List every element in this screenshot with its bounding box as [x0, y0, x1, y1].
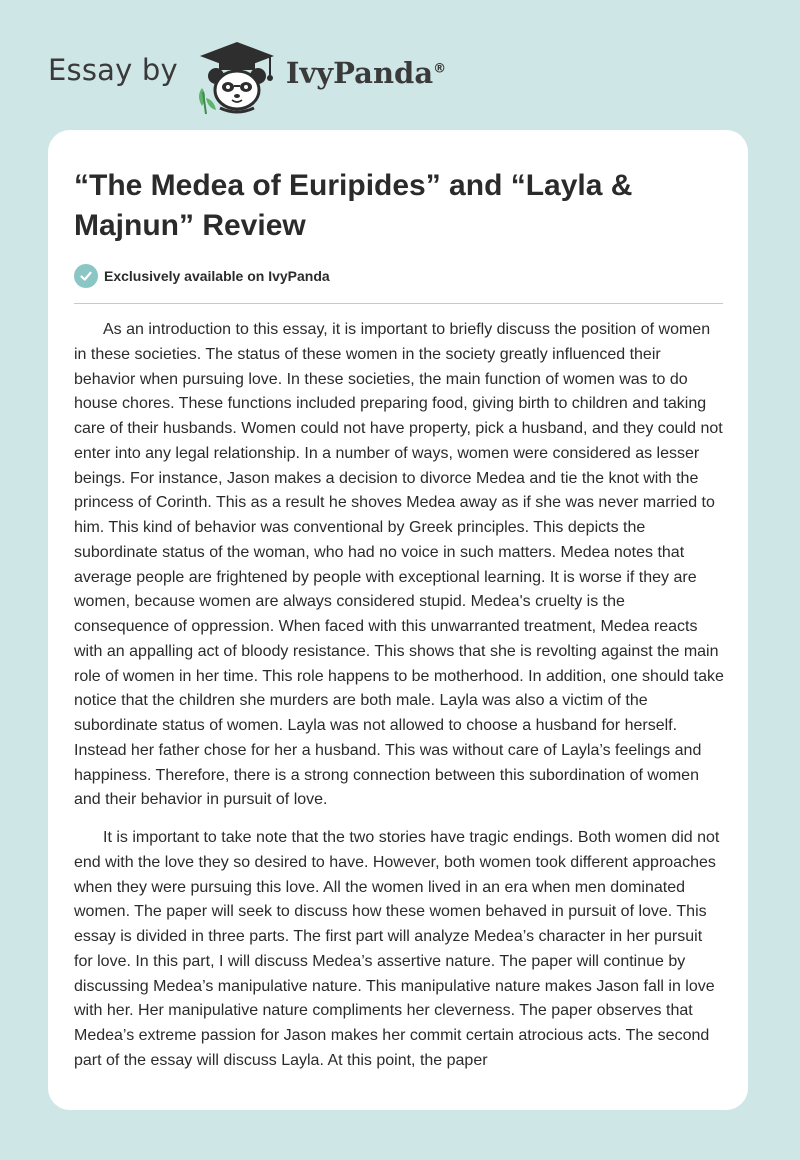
paragraph: It is important to take note that the two stories have tragic endings. Both women did not end with the love they so desired to have. However, both women took different approaches when they were pursuing this love. All the women lived in an era when men dominated women. The paper will seek to discuss how these women behaved in pursuit of love. This essay is divided in three parts. The first part will analyze Medea’s character in her pursuit for love. In this part, I will discuss Medea’s assertive nature. The paper will continue by discussing Medea’s manipulative nature. This manipulative nature makes Jason fall in love with her. Her manipulative nature compliments her cleverness. The paper observes that Medea’s extreme passion for Jason makes her commit certain atrocious acts. The second part of the essay will discuss Layla. At this point, the paper — [74, 829, 720, 1069]
essay-card — [48, 130, 748, 1110]
divider — [74, 303, 723, 304]
brand-header — [48, 36, 446, 116]
registered-mark: ® — [433, 61, 447, 77]
paragraph: As an introduction to this essay, it is important to briefly discuss the position of women in these societies. The status of these women in the society greatly influenced their behavior when pursuing love. In these societies, the main function of women was to do house chores. These functions included preparing food, giving birth to children and taking care of their husbands. Women could not have property, pick a husband, and they could not enter into any legal relationship. In a number of ways, women were considered as lesser beings. For instance, Jason makes a decision to divorce Medea and tie the knot with the princess of Corinth. This as a result he shoves Medea away as if she was never married to him. This kind of behavior was conventional by Greek principles. This depicts the subordinate status of the woman, who had no voice in such matters. Medea notes that average people are frightened by people with exceptional learning. It is worse if they are women, because women are always considered stupid. Medea's cruelty is the consequence of oppression. When faced with this unwarranted treatment, Medea reacts with an appalling act of bloody resistance. This shows that she is revolting against the main role of women in her time. This role happens to be motherhood. In addition, one should take notice that the children she murders are both male. Layla was also a victim of the subordinate status of women. Layla was not allowed to choose a husband for herself. Instead her father chose for her a husband. This was without care of Layla’s feelings and happiness. Therefore, there is a strong connection between this subordination of women and their behavior in pursuit of love. — [74, 321, 724, 809]
essay-body — [74, 318, 724, 1087]
badge-text: Exclusively available on IvyPanda — [104, 268, 330, 284]
brand-prefix: Essay by — [48, 53, 178, 87]
check-icon — [74, 264, 98, 288]
brand-name-text: IvyPanda — [285, 56, 434, 90]
page-title: “The Medea of Euripides” and “Layla & Majnun” Review — [74, 169, 633, 242]
exclusive-badge — [74, 264, 330, 288]
brand-name — [286, 56, 446, 90]
panda-graduate-logo-icon[interactable] — [192, 36, 282, 116]
